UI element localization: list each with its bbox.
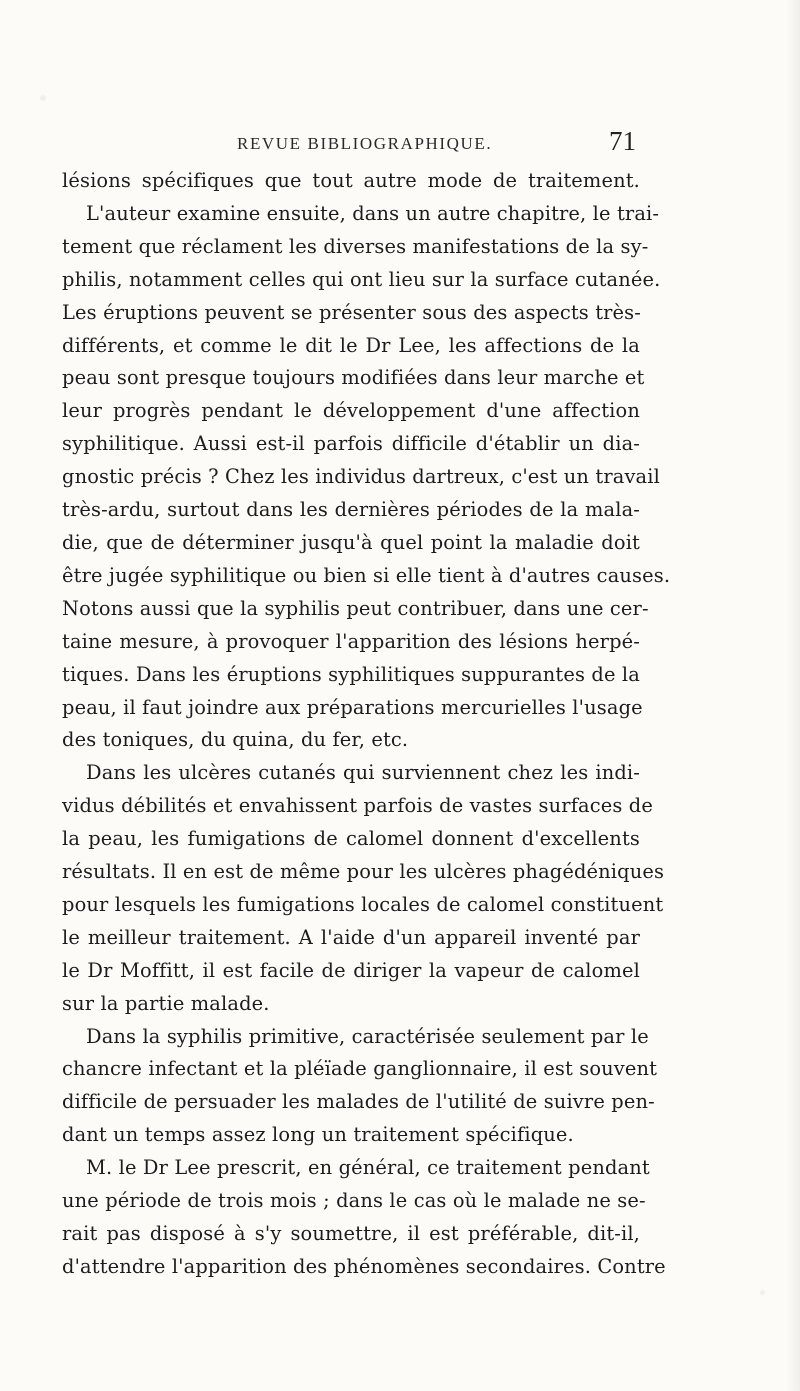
text-line: différents, et comme le dit le Dr Lee, les affections de la	[62, 333, 640, 357]
running-title: REVUE BIBLIOGRAPHIQUE.	[237, 134, 493, 153]
text-line: tement que réclament les diverses manifestations de la sy-	[62, 234, 649, 258]
text-line: Dans la syphilis primitive, caractérisée seulement par le	[86, 1024, 649, 1048]
text-line: L'auteur examine ensuite, dans un autre chapitre, le trai-	[86, 201, 660, 225]
paper-stain	[760, 1290, 765, 1295]
text-line: être jugée syphilitique ou bien si elle tient à d'autres causes.	[62, 563, 671, 587]
text-line: taine mesure, à provoquer l'apparition des lésions herpé-	[62, 629, 640, 653]
text-line: philis, notamment celles qui ont lieu sur la surface cutanée.	[62, 267, 661, 291]
text-line: tiques. Dans les éruptions syphilitiques suppurantes de la	[62, 662, 640, 686]
text-line: résultats. Il en est de même pour les ulcères phagédéniques	[62, 860, 665, 884]
text-line: M. le Dr Lee prescrit, en général, ce traitement pendant	[86, 1156, 650, 1180]
text-line: syphilitique. Aussi est-il parfois difficile d'établir un dia-	[62, 432, 640, 456]
body-text	[62, 165, 671, 1284]
text-line: Les éruptions peuvent se présenter sous des aspects très-	[62, 300, 641, 324]
text-line: pour lesquels les fumigations locales de calomel constituent	[62, 892, 664, 916]
text-line: le Dr Moffitt, il est facile de diriger la vapeur de calomel	[62, 958, 640, 982]
text-line: sur la partie malade.	[62, 991, 270, 1015]
text-line: vidus débilités et envahissent parfois de vastes surfaces de	[62, 794, 653, 818]
text-line: rait pas disposé à s'y soumettre, il est préférable, dit-il,	[62, 1222, 640, 1245]
text-line: leur progrès pendant le développement d'une affection	[62, 399, 640, 423]
text-line: die, que de déterminer jusqu'à quel point la maladie doit	[62, 530, 640, 554]
text-line: difficile de persuader les malades de l'utilité de suivre pen-	[62, 1090, 655, 1114]
text-line: une période de trois mois ; dans le cas où le malade ne se-	[62, 1189, 646, 1213]
text-line: lésions spécifiques que tout autre mode de traitement.	[62, 169, 640, 192]
paper-stain	[40, 95, 46, 101]
page-number: 71	[609, 126, 636, 156]
text-line: la peau, les fumigations de calomel donnent d'excellents	[62, 827, 640, 851]
text-line: des toniques, du quina, du fer, etc.	[62, 728, 409, 752]
text-line: peau sont presque toujours modifiées dans leur marche et	[62, 366, 645, 390]
text-line: dant un temps assez long un traitement spécifique.	[62, 1123, 574, 1147]
text-line: Dans les ulcères cutanés qui surviennent chez les indi-	[86, 761, 640, 785]
text-line: chancre infectant et la pléïade ganglionnaire, il est souvent	[62, 1057, 658, 1081]
text-line: Notons aussi que la syphilis peut contribuer, dans une cer-	[62, 596, 649, 620]
text-line: gnostic précis ? Chez les individus dartreux, c'est un travail	[62, 465, 660, 489]
running-header	[62, 128, 640, 164]
text-line: le meilleur traitement. A l'aide d'un appareil inventé par	[62, 925, 640, 949]
text-line: très-ardu, surtout dans les dernières périodes de la mala-	[62, 498, 640, 522]
text-line: peau, il faut joindre aux préparations mercurielles l'usage	[62, 695, 643, 719]
text-line: d'attendre l'apparition des phénomènes secondaires. Contre	[62, 1254, 666, 1278]
